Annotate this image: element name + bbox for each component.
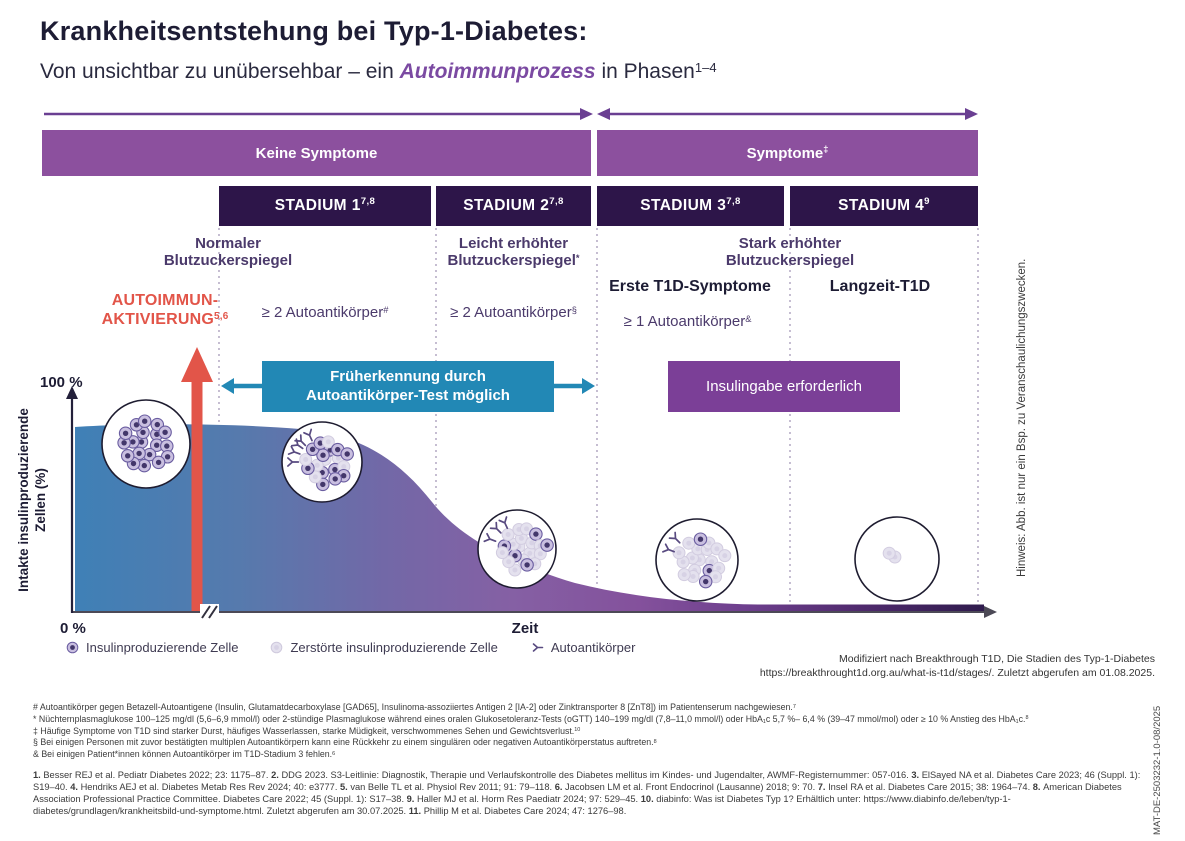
destroyed-cell-icon: [270, 641, 283, 654]
glucose-label-normal: [147, 236, 309, 270]
reference-text: van Belle TL et al. Physiol Rev 2011; 91: 79–118.: [350, 782, 555, 793]
x-axis-label: Zeit: [511, 620, 539, 637]
glucose-label-slightly-elevated: [430, 236, 597, 270]
footnote-line: [33, 749, 1138, 761]
destroyed-cell: [496, 547, 508, 559]
source-attribution: [760, 653, 1155, 680]
legend-intact-label: Insulinproduzierende Zelle: [86, 640, 239, 655]
early-detection-line2: Autoantikörper-Test möglich: [306, 386, 510, 404]
attribution-line1: Modifiziert nach Breakthrough T1D, Die Stadien des Typ-1-Diabetes: [839, 653, 1155, 665]
first-symptoms-label: Erste T1D-Symptome: [609, 278, 771, 295]
reference-text: American Diabetes Association Professional Practice Committee. Diabetes Care 2022; 45 (Suppl. 1): S17–38.: [33, 782, 1122, 805]
intact-cell: [138, 459, 150, 471]
destroyed-cell: [683, 537, 695, 549]
attribution-line2: https://breakthrought1d.org.au/what-is-t1d/stages/. Zuletzt abgerufen am 01.08.2025.: [759, 666, 1155, 679]
legend-antibody-label: Autoantikörper: [550, 640, 636, 655]
top-arrow-right: [597, 108, 978, 120]
footnote-text: Bei einigen Personen mit zuvor bestätigten multiplen Autoantikörpern kann eine Rückkehr zu einem singulären oder negativen Autoantikörperstatus auftreten.: [40, 737, 654, 748]
intact-cell: [530, 528, 542, 540]
axis-break: [200, 604, 219, 620]
reference-text: Haller MJ et al. Horm Res Paediatr 2024; 97: 529–45.: [416, 794, 641, 805]
stage-3-label: STADIUM 3: [640, 197, 727, 214]
footnotes: [33, 702, 1138, 761]
intact-cell: [341, 448, 353, 460]
intact-cell: [122, 450, 134, 462]
footnote-text: Nüchternplasmaglukose 100–125 mg/dl (5,6–6,9 mmol/l) oder 2-stündige Plasmaglukose während eines oralen Glukosetoleranz-Tests (oGTT) 140–199 mg/dl (7,8–11,0 mmol/l) oder HbA₁c 5,7 %– 6,4 % (39–47 mmol/mol) oder ≥ 10 % Anstieg des HbA₁c.: [38, 713, 1026, 724]
subtitle-highlight: Autoimmunprozess: [399, 60, 596, 83]
stage-4-label: STADIUM 4: [838, 197, 925, 214]
reference-text: Insel RA et al. Diabetes Care 2015; 38: 1964–74.: [828, 782, 1033, 793]
early-detection-arrow-right: [554, 378, 595, 394]
y-axis-title-line1: Intakte insulinproduzierende: [16, 408, 31, 592]
early-detection-line1: Früherkennung durch: [330, 367, 486, 385]
destroyed-cell: [719, 550, 731, 562]
reference-number: 8.: [1032, 782, 1044, 793]
footnote-marker: §: [33, 737, 41, 748]
glucose-label-strongly-elevated: [705, 236, 875, 270]
y-axis-title-line2: Zellen (%): [32, 468, 48, 532]
stage-2-label: STADIUM 2: [463, 197, 550, 214]
footnote-marker: #: [33, 702, 40, 712]
footnote-text: Häufige Symptome von T1D sind starker Durst, häufiges Wasserlassen, starke Müdigkeit, verschwommenes Sehen und Gewichtsverlust.: [40, 725, 575, 736]
footnote-line: [33, 714, 1138, 726]
y-axis-min-label: 0 %: [60, 620, 86, 637]
cell-circle-stage0: [102, 400, 190, 488]
reference-text: diabinfo: Was ist Diabetes Typ 1? Erhältlich unter: https://www.diabinfo.de/leben/typ-1-diabetes/grundlagen/krankheitsbild-und-symptome.html. Zuletzt abgerufen am 30.07.2025.: [33, 794, 1011, 817]
reference-number: 1.: [33, 770, 44, 780]
reference-text: DDG 2023. S3-Leitlinie: Diagnostik, Therapie und Verlaufskontrolle des Diabetes mellitus im Kindes- und Jugendalter, AWMF-Registernummer: 057-016.: [281, 770, 912, 780]
antibody-label-stage3: ≥ 1 Autoantikörper&: [623, 313, 752, 330]
footnote-marker: &: [33, 749, 42, 760]
cell-circle-stage1: [282, 422, 362, 502]
subtitle-post: in Phasen: [595, 60, 695, 83]
footnote-reference: 8: [1025, 715, 1029, 722]
material-code: MAT-DE-2503232-1.0-08/2025: [1152, 705, 1163, 835]
legend-item-destroyed-cell: [270, 640, 497, 655]
y-axis-max-label: 100 %: [40, 374, 83, 391]
reference-number: 4.: [70, 782, 81, 793]
autoimmune-line2: AKTIVIERUNG$^{5,6}$: [101, 310, 229, 328]
legend-item-autoantibody: [530, 640, 636, 655]
reference-number: 5.: [340, 782, 351, 793]
intact-cell: [700, 575, 712, 587]
intact-cell: [329, 473, 341, 485]
antibody-label-stage2: ≥ 2 Autoantikörper§: [450, 304, 577, 321]
footnote-reference: 7: [792, 703, 796, 710]
reference-text: Jacobsen LM et al. Front Endocrinol (Lausanne) 2018; 9: 70.: [565, 782, 818, 793]
subtitle-reference: 1–4: [694, 60, 717, 76]
stage-box-1: STADIUM 1 $^{7,8}$: [219, 186, 431, 226]
page-subtitle: [40, 60, 717, 84]
autoantibody-icon: [530, 641, 544, 654]
illustration-note: Hinweis: Abb. ist nur ein Bsp. zu Veranschaulichungszwecken.: [1016, 258, 1028, 577]
destroyed-cell: [673, 547, 685, 559]
early-detection-box: [262, 361, 554, 412]
intact-cell: [541, 539, 553, 551]
legend-destroyed-label: Zerstörte insulinproduzierende Zelle: [290, 640, 498, 655]
autoimmune-line1: AUTOIMMUN-: [111, 292, 219, 309]
reference-number: 3.: [911, 770, 922, 780]
y-axis-title: [16, 390, 56, 610]
longterm-t1d-label: Langzeit-T1D: [829, 278, 931, 295]
footnote-line: [33, 737, 1138, 749]
reference-text: Besser REJ et al. Pediatr Diabetes 2022; 23: 1175–87.: [43, 770, 272, 780]
banner-no-symptoms-label: Keine Symptome: [255, 144, 378, 162]
reference-number: 7.: [817, 782, 829, 793]
legend-item-intact-cell: [66, 640, 238, 655]
glucose-strong-line2: Blutzuckerspiegel: [725, 251, 855, 269]
reference-number: 6.: [554, 782, 566, 793]
reference-number: 10.: [640, 794, 657, 805]
footnote-reference: 10: [574, 727, 581, 734]
antibody-label-stage1: ≥ 2 Autoantikörper#: [261, 304, 389, 321]
glucose-normal-line2: Blutzuckerspiegel: [163, 251, 293, 269]
cell-circle-stage4: [855, 517, 939, 601]
stage-box-4: STADIUM 4 $^9$: [790, 186, 978, 226]
reference-text: Phillip M et al. Diabetes Care 2024; 47: 1276–98.: [423, 806, 627, 817]
stage-box-2: STADIUM 2 $^{7,8}$: [436, 186, 591, 226]
intact-cell: [139, 415, 151, 427]
insulin-required-box: Insulingabe erforderlich: [668, 361, 900, 412]
intact-cell: [119, 427, 131, 439]
footnote-marker: ‡: [33, 725, 41, 736]
footnote-line: [33, 726, 1138, 738]
reference-number: 11.: [408, 806, 424, 817]
banner-symptoms: Symptome ‡: [597, 130, 978, 176]
page-title: Krankheitsentstehung bei Typ-1-Diabetes:: [40, 16, 588, 46]
destroyed-cell: [883, 547, 895, 559]
stage-1-label: STADIUM 1: [274, 197, 361, 214]
glucose-slight-line1: Leicht erhöhter: [458, 235, 569, 252]
reference-number: 2.: [271, 770, 282, 780]
reference-text: Hendriks AEJ et al. Diabetes Metab Res Rev 2024; 40: e3777.: [80, 782, 341, 793]
banner-no-symptoms: [42, 130, 591, 176]
intact-cell-icon: [66, 641, 79, 654]
early-detection-arrow-left: [221, 378, 262, 394]
cell-circle-stage2: [478, 510, 556, 588]
glucose-strong-line1: Stark erhöhter: [738, 235, 842, 252]
cell-circle-stage3: [656, 519, 738, 601]
references-text: [33, 769, 1143, 817]
intact-cell: [159, 426, 171, 438]
footnote-line: [33, 702, 1138, 714]
intact-cell: [152, 456, 164, 468]
reference-number: 9.: [406, 794, 417, 805]
legend: [66, 640, 635, 655]
footnote-reference: 8: [653, 738, 657, 745]
glucose-normal-line1: Normaler: [195, 235, 261, 252]
glucose-slight-line2: Blutzuckerspiegel*: [447, 251, 580, 269]
footnote-reference: 6: [332, 750, 336, 757]
footnote-marker: *: [33, 713, 39, 724]
autoimmune-activation-label: [75, 292, 255, 330]
footnote-text: Autoantikörper gegen Betazell-Autoantigene (Insulin, Glutamatdecarboxylase [GAD65], Insulinoma-assoziiertes Antigen 2 [IA-2] oder Zinktransporter 8 [ZnT8]) im Patientenserum nachgewiesen.: [39, 702, 793, 712]
top-arrow-left: [44, 108, 593, 120]
banner-symptoms-label: Symptome: [746, 144, 824, 162]
footnote-text: Bei einigen Patient*innen können Autoantikörper im T1D-Stadium 3 fehlen.: [41, 749, 333, 760]
subtitle-pre: Von unsichtbar zu unübersehbar – ein: [40, 60, 400, 83]
destroyed-cell: [502, 529, 514, 541]
intact-cell: [521, 559, 533, 571]
destroyed-cell: [678, 569, 690, 581]
stage-box-3: STADIUM 3 $^{7,8}$: [597, 186, 784, 226]
reference-text: ElSayed NA et al. Diabetes Care 2023; 46 (Suppl. 1): S19–40.: [33, 770, 1141, 793]
intact-cell: [694, 533, 706, 545]
